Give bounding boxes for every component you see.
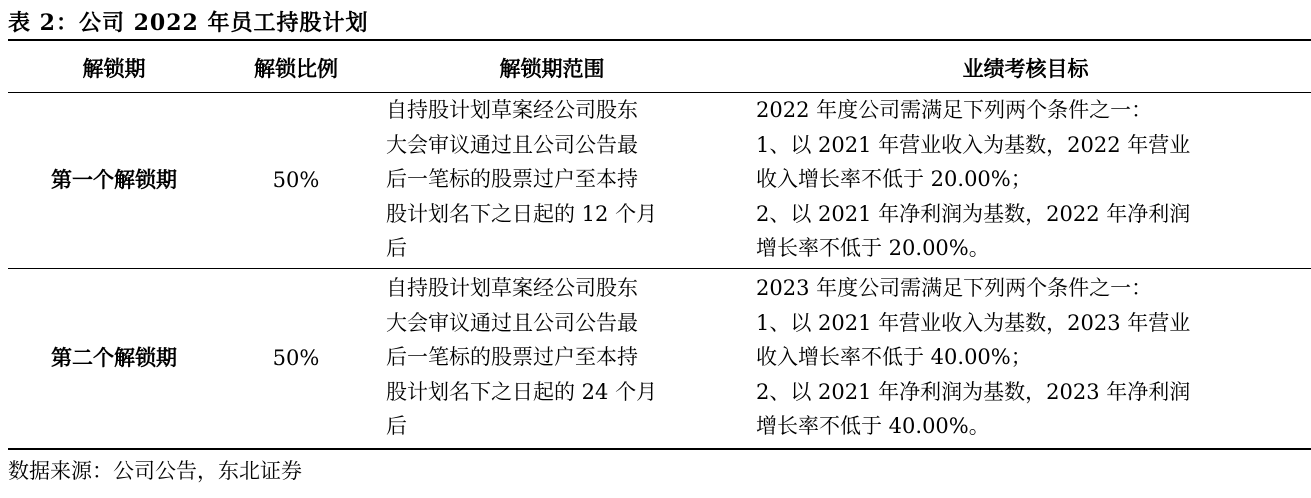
header-lock-period: 解锁期 <box>82 56 146 81</box>
bottom-rule <box>8 448 1311 450</box>
target-line: 2023 年度公司需满足下列两个条件之一： <box>756 276 1153 300</box>
target-line: 2、以 2021 年净利润为基数，2022 年净利润 <box>756 201 1191 226</box>
target-line: 2022 年度公司需满足下列两个条件之一： <box>756 98 1153 122</box>
header-lock-ratio: 解锁比例 <box>254 56 338 81</box>
row-performance-target <box>756 93 1311 266</box>
row-lock-range <box>386 271 732 444</box>
range-line: 大会审议通过且公司公告最 <box>386 310 638 335</box>
target-line: 2、以 2021 年净利润为基数，2023 年净利润 <box>756 379 1191 404</box>
target-line: 1、以 2021 年营业收入为基数，2022 年营业 <box>756 132 1191 157</box>
range-line: 自持股计划草案经公司股东 <box>386 276 638 300</box>
header-lock-range: 解锁期范围 <box>499 56 605 81</box>
row-lock-period: 第二个解锁期 <box>51 344 177 370</box>
range-line: 自持股计划草案经公司股东 <box>386 98 638 122</box>
header-performance-target: 业绩考核目标 <box>962 56 1089 81</box>
top-rule <box>8 39 1311 41</box>
target-line: 1、以 2021 年营业收入为基数，2023 年营业 <box>756 310 1191 335</box>
row-divider <box>8 268 1311 269</box>
range-line: 后一笔标的股票过户至本持 <box>386 345 638 370</box>
row-lock-ratio: 50% <box>272 167 320 192</box>
range-line: 后一笔标的股票过户至本持 <box>386 167 638 192</box>
table-title: 表 2：公司 2022 年员工持股计划 <box>8 10 369 36</box>
source-note: 数据来源：公司公告，东北证券 <box>8 459 302 483</box>
row-lock-range <box>386 93 732 266</box>
range-line: 大会审议通过且公司公告最 <box>386 132 638 157</box>
range-line: 后 <box>386 414 407 439</box>
row-lock-ratio: 50% <box>272 345 320 370</box>
row-performance-target <box>756 271 1311 444</box>
target-line: 收入增长率不低于 20.00%； <box>756 167 1032 192</box>
target-line: 增长率不低于 20.00%。 <box>756 236 990 261</box>
row-lock-period: 第一个解锁期 <box>51 166 177 192</box>
range-line: 股计划名下之日起的 12 个月 <box>386 201 658 226</box>
range-line: 后 <box>386 236 407 261</box>
range-line: 股计划名下之日起的 24 个月 <box>386 379 658 404</box>
target-line: 收入增长率不低于 40.00%； <box>756 345 1032 370</box>
target-line: 增长率不低于 40.00%。 <box>756 414 990 439</box>
